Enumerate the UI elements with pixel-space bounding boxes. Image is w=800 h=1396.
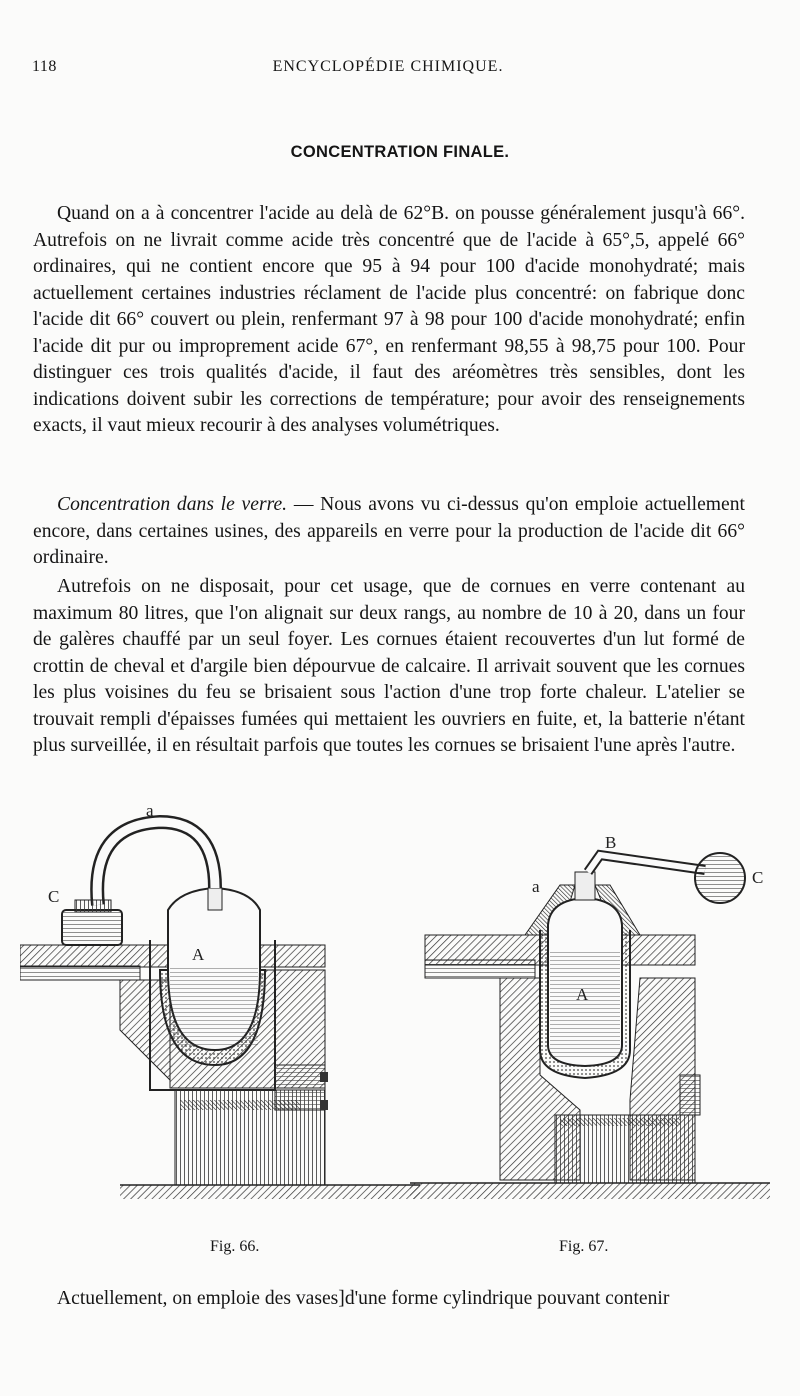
paragraph-glass-text: — Nous avons vu ci-dessus qu'on emploie actuellement encore, dans certaines usines, des appareils en verre pour la production de l'acide dit 66° ordinaire. <box>33 494 745 568</box>
paragraph-history <box>33 574 745 760</box>
paragraph-intro-text: Quand on a à concentrer l'acide au delà de 62°B. on pousse généralement jusqu'à 66°. Autrefois on ne livrait comme acide très concentré que de l'acide à 65°,5, appelé 66° ordinaires, qui ne contient encore que 95 à 94 pour 100 d'acide monohydraté; mais actuellement certaines industries réclament de l'acide plus concentré: on fabrique donc l'acide dit 66° couvert ou plein, renfermant 97 à 98 pour 100 d'acide monohydraté; enfin l'acide dit pur ou improprement acide 67°, en renfermant 98,55 à 98,75 pour 100. Pour distinguer ces trois qualités d'acide, il faut des aréomètres très sensibles, dont les indications doivent subir les corrections de température; pour avoir des renseignements exacts, il vaut mieux recourir à des analyses volumétriques. <box>33 203 745 436</box>
running-title: ENCYCLOPÉDIE CHIMIQUE. <box>272 58 504 75</box>
paragraph-continuation <box>33 1286 745 1313</box>
section-title: CONCENTRATION FINALE. <box>290 143 510 161</box>
fig66-label-a-vessel: A <box>192 945 205 964</box>
paragraph-history-text: Autrefois on ne disposait, pour cet usage, que de cornues en verre contenant au maximum 80 litres, que l'on alignait sur deux rangs, au nombre de 10 à 20, dans un four de galères chauffé par un seul foyer. Les cornues étaient recouvertes d'un lut formé de crottin de cheval et d'argile bien dépourvue de calcaire. Il arrivait souvent que les cornues les plus voisines du feu se brisaient sous l'action d'une trop forte chaleur. L'atelier se trouvait rempli d'épaisses fumées qui mettaient les ouvriers en fuite, et, la batterie n'étant plus surveillée, il en résultait parfois que toutes les cornues se brisaient l'une après l'autre. <box>33 576 745 756</box>
page-number: 118 <box>32 58 57 75</box>
fig66-label-a: a <box>146 801 154 820</box>
figure-67-drawing <box>410 833 770 1199</box>
figure-67-caption: Fig. 67. <box>559 1238 609 1255</box>
fig67-label-a-vessel: A <box>576 985 589 1004</box>
figure-66-drawing <box>20 801 420 1199</box>
figures-illustration <box>20 800 780 1230</box>
fig67-label-c: C <box>752 868 764 887</box>
running-head <box>32 58 744 86</box>
paragraph-continuation-text: Actuellement, on emploie des vases]d'une forme cylindrique pouvant contenir <box>57 1288 670 1309</box>
figure-66-caption: Fig. 66. <box>210 1238 260 1255</box>
paragraph-intro <box>33 201 745 440</box>
fig67-label-b: B <box>605 833 617 852</box>
subsection-heading: Concentration dans le verre. <box>57 494 288 515</box>
paragraph-glass-concentration <box>33 492 745 572</box>
fig66-label-c: C <box>48 887 60 906</box>
fig67-label-a: a <box>532 877 540 896</box>
